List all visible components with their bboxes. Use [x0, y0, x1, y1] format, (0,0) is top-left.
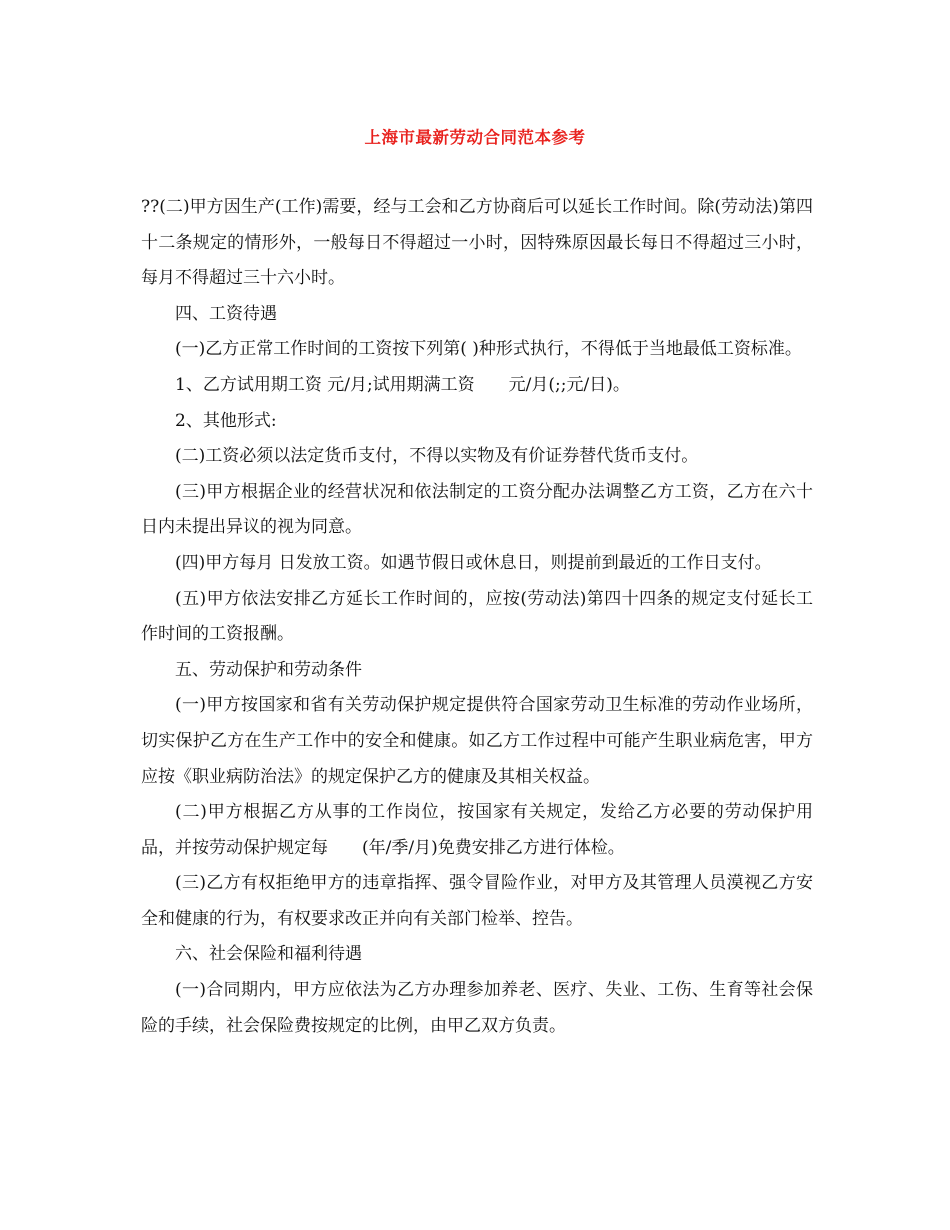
paragraph-wage-form: (一)乙方正常工作时间的工资按下列第( )种形式执行，不得低于当地最低工资标准。 — [175, 339, 802, 360]
paragraph-protective-equipment: (二)甲方根据乙方从事的工作岗位，按国家有关规定，发给乙方必要的劳动保护用品，并按劳动保护规定每 (年/季/月)免费安排乙方进行体检。 — [141, 802, 813, 858]
paragraph-overtime: ??(二)甲方因生产(工作)需要，经与工会和乙方协商后可以延长工作时间。除(劳动法)第四十二条规定的情形外，一般每日不得超过一小时，因特殊原因最长每日不得超过三小时，每月不得超过三十六小时。 — [141, 197, 813, 289]
document-title: 上海市最新劳动合同范本参考 — [364, 128, 586, 147]
paragraph-currency-payment: (二)工资必须以法定货币支付，不得以实物及有价证券替代货币支付。 — [175, 446, 699, 467]
section-heading-wages: 四、工资待遇 — [175, 303, 277, 324]
paragraph-overtime-pay: (五)甲方依法安排乙方延长工作时间的，应按(劳动法)第四十四条的规定支付延长工作时间的工资报酬。 — [141, 588, 813, 645]
paragraph-probation-wage: 1、乙方试用期工资 元/月;试用期满工资 元/月(;;元/日)。 — [175, 374, 630, 395]
document-body — [141, 190, 813, 1044]
section-heading-labor-protection: 五、劳动保护和劳动条件 — [175, 659, 362, 680]
paragraph-pay-day: (四)甲方每月 日发放工资。如遇节假日或休息日，则提前到最近的工作日支付。 — [175, 552, 772, 573]
paragraph-refuse-unsafe-work: (三)乙方有权拒绝甲方的违章指挥、强令冒险作业，对甲方及其管理人员漠视乙方安全和健康的行为，有权要求改正并向有关部门检举、控告。 — [141, 873, 813, 929]
paragraph-other-forms: 2、其他形式: — [175, 410, 277, 431]
paragraph-workplace-safety: (一)甲方按国家和省有关劳动保护规定提供符合国家劳动卫生标准的劳动作业场所，切实保护乙方在生产工作中的安全和健康。如乙方工作过程中可能产生职业病危害，甲方应按《职业病防治法》的规定保护乙方的健康及其相关权益。 — [141, 695, 813, 787]
paragraph-social-insurance: (一)合同期内，甲方应依法为乙方办理参加养老、医疗、失业、工伤、生育等社会保险的手续，社会保险费按规定的比例，由甲乙双方负责。 — [141, 980, 813, 1036]
paragraph-wage-adjustment: (三)甲方根据企业的经营状况和依法制定的工资分配办法调整乙方工资，乙方在六十日内未提出异议的视为同意。 — [141, 481, 813, 538]
section-heading-social-insurance: 六、社会保险和福利待遇 — [175, 944, 362, 965]
